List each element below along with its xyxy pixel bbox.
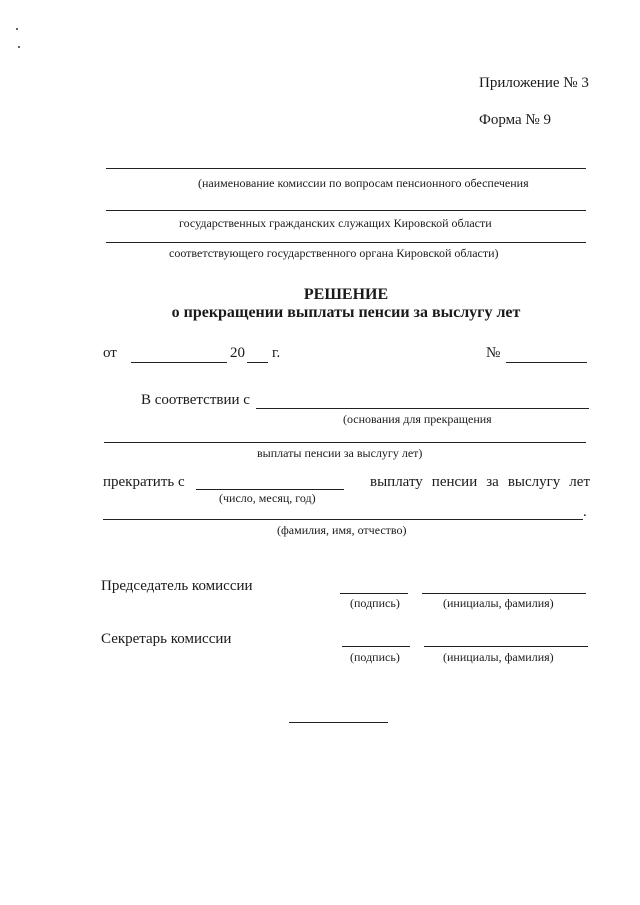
document-title: РЕШЕНИЕ [303, 286, 389, 303]
basis-prefix-label: В соответствии с [141, 392, 250, 408]
year-field-line[interactable] [247, 362, 268, 363]
number-sign-label: № [486, 345, 501, 361]
year-suffix-label: г. [272, 345, 281, 361]
document-subtitle: о прекращении выплаты пенсии за выслугу лет [171, 304, 521, 321]
form-number-label: Форма № 9 [479, 112, 551, 128]
chairman-role-label: Председатель комиссии [101, 578, 253, 594]
commission-name-line-2[interactable] [106, 210, 586, 211]
date-field-line[interactable] [131, 362, 227, 363]
secretary-name-line[interactable] [424, 646, 588, 647]
commission-hint-2: государственных гражданских служащих Кировской области [179, 216, 492, 230]
chairman-signature-hint: (подпись) [350, 596, 400, 610]
scan-speck [16, 28, 18, 30]
year-prefix-label: 20 [230, 345, 245, 361]
full-name-field-line[interactable] [103, 519, 583, 520]
secretary-signature-line[interactable] [342, 646, 410, 647]
termination-date-hint: (число, месяц, год) [219, 491, 316, 505]
appendix-label: Приложение № 3 [479, 75, 589, 91]
commission-hint-3: соответствующего государственного органа Кировской области) [169, 246, 499, 260]
commission-hint-1: (наименование комиссии по вопросам пенсионного обеспечения [198, 176, 529, 190]
number-field-line[interactable] [506, 362, 587, 363]
scan-speck [18, 46, 20, 48]
basis-field-line-1[interactable] [256, 408, 589, 409]
date-from-label: от [103, 345, 117, 361]
footer-separator [289, 722, 388, 723]
terminate-prefix-label: прекратить с [103, 474, 185, 490]
basis-hint-2: выплаты пенсии за выслугу лет) [257, 446, 423, 460]
commission-name-line-3[interactable] [106, 242, 586, 243]
chairman-signature-line[interactable] [340, 593, 408, 594]
commission-name-line-1[interactable] [106, 168, 586, 169]
secretary-role-label: Секретарь комиссии [101, 631, 232, 647]
chairman-name-hint: (инициалы, фамилия) [443, 596, 554, 610]
secretary-name-hint: (инициалы, фамилия) [443, 650, 554, 664]
terminate-suffix-label: выплату пенсии за выслугу лет [370, 474, 590, 490]
full-name-hint: (фамилия, имя, отчество) [277, 523, 407, 537]
basis-field-line-2[interactable] [104, 442, 586, 443]
chairman-name-line[interactable] [422, 593, 586, 594]
basis-hint-1: (основания для прекращения [343, 412, 492, 426]
secretary-signature-hint: (подпись) [350, 650, 400, 664]
full-name-period: . [583, 504, 587, 520]
termination-date-line[interactable] [196, 489, 344, 490]
